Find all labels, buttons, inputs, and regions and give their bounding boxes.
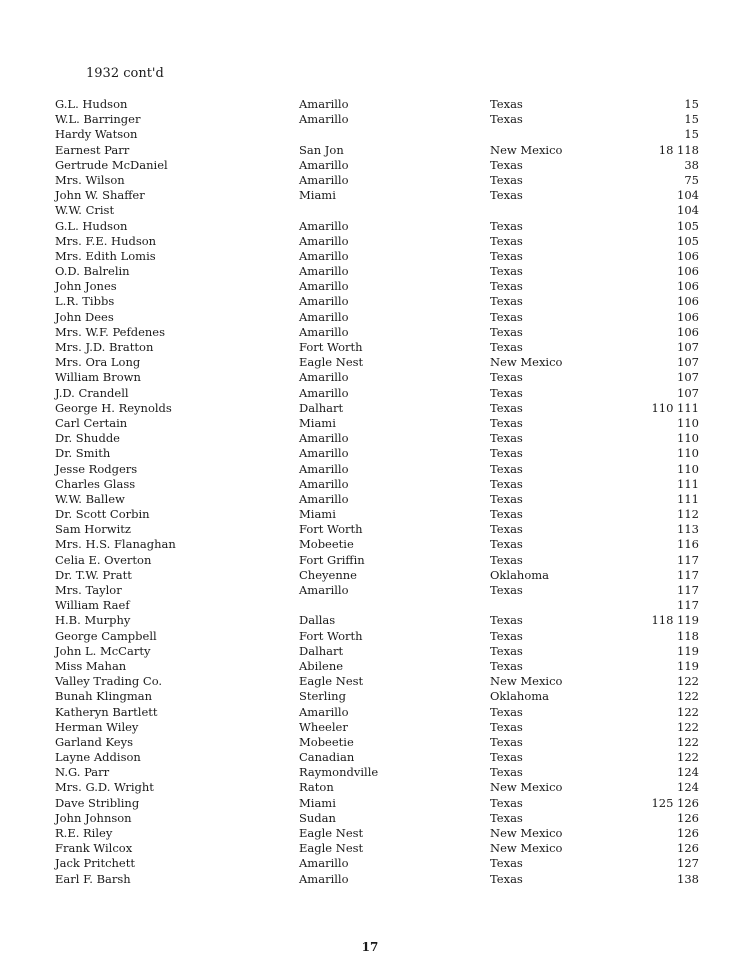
entry-pages: 104 (677, 188, 699, 203)
entry-city: Sterling (299, 689, 346, 704)
entry-pages: 106 (677, 248, 699, 263)
list-item (0, 188, 740, 203)
entry-pages: 106 (677, 309, 699, 324)
entry-pages: 111 (677, 476, 699, 491)
entry-pages: 113 (677, 522, 699, 537)
entry-city: Raymondville (299, 765, 379, 780)
list-item (0, 765, 740, 780)
entry-city: Eagle Nest (299, 841, 364, 856)
entry-pages: 122 (677, 719, 699, 734)
entry-city: Amarillo (299, 704, 349, 719)
list-item (0, 355, 740, 370)
entry-city: Miami (299, 415, 336, 430)
entry-city: Amarillo (299, 385, 349, 400)
entry-state: Texas (490, 765, 523, 780)
entry-name: Mrs. W.F. Pefdenes (55, 324, 166, 339)
entry-name: O.D. Balrelin (55, 264, 130, 279)
entry-name: Earnest Parr (55, 142, 130, 157)
entry-city: Eagle Nest (299, 674, 364, 689)
entry-name: L.R. Tibbs (55, 294, 115, 309)
list-item (0, 872, 740, 887)
entry-city: Amarillo (299, 370, 349, 385)
entry-pages: 107 (677, 370, 699, 385)
entry-city: Mobeetie (299, 537, 354, 552)
entry-state: Texas (490, 491, 523, 506)
entry-city: Amarillo (299, 446, 349, 461)
entry-state: Texas (490, 537, 523, 552)
entry-pages: 122 (677, 689, 699, 704)
list-item (0, 856, 740, 871)
entry-city: Raton (299, 780, 334, 795)
list-item (0, 112, 740, 127)
entry-state: Texas (490, 750, 523, 765)
entry-name: Bunah Klingman (55, 689, 153, 704)
list-item (0, 97, 740, 112)
entry-pages: 110 (677, 431, 699, 446)
entry-city: Amarillo (299, 157, 349, 172)
entry-pages: 112 (677, 507, 699, 522)
entry-pages: 107 (677, 355, 699, 370)
entry-state: Texas (490, 309, 523, 324)
entry-city: Abilene (299, 658, 344, 673)
entry-state: New Mexico (490, 674, 563, 689)
entry-pages: 106 (677, 294, 699, 309)
entry-name: G.L. Hudson (55, 97, 128, 111)
entry-state: Texas (490, 264, 523, 279)
list-item (0, 431, 740, 446)
entry-city: Amarillo (299, 248, 349, 263)
entry-name: Mrs. Wilson (55, 172, 125, 187)
entry-pages: 125 126 (651, 795, 699, 810)
entry-name: Jesse Rodgers (55, 461, 138, 476)
entry-state: New Mexico (490, 355, 563, 370)
entry-name: William Raef (55, 598, 130, 613)
entry-state: Texas (490, 643, 523, 658)
entry-pages: 118 119 (651, 613, 699, 628)
entry-city: Amarillo (299, 491, 349, 506)
entry-state: Texas (490, 340, 523, 354)
list-item (0, 370, 740, 385)
entry-city: Eagle Nest (299, 826, 364, 840)
entry-pages: 118 (677, 628, 699, 643)
entry-name: Katheryn Bartlett (55, 704, 158, 719)
entry-name: N.G. Parr (55, 765, 110, 780)
entry-pages: 15 (684, 97, 699, 111)
entry-pages: 127 (677, 856, 699, 871)
entry-pages: 110 (677, 461, 699, 476)
entry-city: Amarillo (299, 172, 349, 187)
entry-state: Texas (490, 446, 523, 461)
entry-city: Dallas (299, 613, 336, 628)
entry-state: Texas (490, 400, 523, 415)
entry-name: John L. McCarty (55, 643, 151, 658)
list-item (0, 234, 740, 249)
entry-name: H.B. Murphy (55, 613, 131, 628)
entry-name: George Campbell (55, 628, 157, 643)
list-item (0, 462, 740, 477)
entry-city: San Jon (299, 142, 344, 157)
entry-pages: 106 (677, 324, 699, 339)
entry-state: New Mexico (490, 780, 563, 795)
list-item (0, 841, 740, 856)
entry-pages: 106 (677, 264, 699, 279)
list-item (0, 279, 740, 294)
entry-city: Amarillo (299, 309, 349, 324)
entry-name: Dr. T.W. Pratt (55, 567, 132, 582)
entry-pages: 124 (677, 780, 699, 795)
entry-state: New Mexico (490, 142, 563, 157)
entry-state: Texas (490, 279, 523, 294)
list-item (0, 507, 740, 522)
entry-state: Texas (490, 628, 523, 643)
entry-city: Amarillo (299, 856, 349, 871)
entry-state: Texas (490, 795, 523, 810)
entry-pages: 126 (677, 841, 699, 856)
entry-name: Gertrude McDaniel (55, 157, 168, 172)
entry-city: Miami (299, 188, 336, 203)
entry-state: Texas (490, 871, 523, 886)
entry-name: Mrs. G.D. Wright (55, 780, 154, 795)
list-item (0, 537, 740, 552)
entry-name: John Jones (55, 279, 117, 294)
entry-name: Dave Stribling (55, 795, 140, 810)
entry-state: Texas (490, 157, 523, 172)
entry-state: Texas (490, 704, 523, 719)
entry-name: Earl F. Barsh (55, 871, 131, 886)
list-item (0, 522, 740, 537)
list-item (0, 294, 740, 309)
entry-city: Dalhart (299, 400, 344, 415)
list-item (0, 325, 740, 340)
entry-city: Amarillo (299, 264, 349, 279)
entry-pages: 122 (677, 674, 699, 689)
list-item (0, 386, 740, 401)
entry-state: Texas (490, 658, 523, 673)
entry-pages: 15 (684, 112, 699, 127)
entry-name: G.L. Hudson (55, 218, 128, 233)
entry-pages: 124 (677, 765, 699, 780)
entry-name: Frank Wilcox (55, 841, 133, 856)
entry-pages: 117 (677, 598, 699, 613)
list-item (0, 644, 740, 659)
entry-pages: 110 111 (651, 400, 699, 415)
entry-pages: 105 (677, 218, 699, 233)
list-item (0, 249, 740, 264)
entry-name: Charles Glass (55, 476, 136, 491)
entry-city: Fort Worth (299, 628, 363, 643)
entry-state: Texas (490, 324, 523, 339)
list-item (0, 720, 740, 735)
entry-name: Herman Wiley (55, 719, 139, 734)
entry-list (0, 97, 740, 887)
entry-name: Dr. Scott Corbin (55, 507, 150, 522)
entry-pages: 117 (677, 583, 699, 597)
entry-pages: 126 (677, 810, 699, 825)
entry-state: Texas (490, 719, 523, 734)
list-item (0, 219, 740, 234)
list-item (0, 310, 740, 325)
entry-city: Fort Worth (299, 522, 363, 537)
list-item (0, 127, 740, 142)
list-item (0, 416, 740, 431)
entry-name: Mrs. Edith Lomis (55, 248, 156, 263)
entry-city: Amarillo (299, 97, 349, 111)
entry-name: Mrs. F.E. Hudson (55, 233, 157, 248)
entry-city: Miami (299, 795, 336, 810)
entry-city: Amarillo (299, 218, 349, 233)
list-item (0, 705, 740, 720)
entry-state: Texas (490, 552, 523, 567)
entry-city: Fort Worth (299, 340, 363, 354)
entry-pages: 15 (684, 127, 699, 142)
entry-state: Texas (490, 218, 523, 233)
entry-state: New Mexico (490, 826, 563, 840)
entry-pages: 107 (677, 385, 699, 400)
list-item (0, 492, 740, 507)
entry-state: Texas (490, 370, 523, 385)
entry-name: John Dees (55, 309, 114, 324)
list-item (0, 689, 740, 704)
list-item (0, 264, 740, 279)
entry-city: Amarillo (299, 476, 349, 491)
entry-name: J.D. Crandell (55, 385, 129, 400)
entry-pages: 126 (677, 826, 699, 840)
entry-name: Valley Trading Co. (55, 674, 163, 689)
entry-name: John Johnson (55, 810, 132, 825)
entry-state: Texas (490, 507, 523, 522)
entry-state: Texas (490, 248, 523, 263)
entry-name: Dr. Smith (55, 446, 111, 461)
list-item (0, 553, 740, 568)
entry-pages: 119 (677, 643, 699, 658)
entry-pages: 122 (677, 734, 699, 749)
entry-pages: 75 (684, 172, 699, 187)
entry-state: Texas (490, 172, 523, 187)
entry-name: W.W. Crist (55, 203, 115, 218)
entry-state: Texas (490, 810, 523, 825)
entry-city: Sudan (299, 810, 336, 825)
entry-state: Texas (490, 233, 523, 248)
entry-state: Oklahoma (490, 567, 550, 582)
entry-pages: 38 (684, 157, 699, 172)
entry-pages: 138 (677, 871, 699, 886)
entry-city: Amarillo (299, 461, 349, 476)
list-item (0, 780, 740, 795)
section-heading: 1932 cont'd (86, 66, 164, 81)
entry-pages: 104 (677, 203, 699, 218)
entry-state: Oklahoma (490, 689, 550, 704)
entry-name: Dr. Shudde (55, 431, 120, 446)
list-item (0, 629, 740, 644)
entry-pages: 117 (677, 567, 699, 582)
entry-pages: 122 (677, 704, 699, 719)
entry-name: George H. Reynolds (55, 400, 172, 415)
entry-name: Sam Horwitz (55, 522, 131, 537)
list-item (0, 811, 740, 826)
entry-city: Wheeler (299, 719, 348, 734)
list-item (0, 143, 740, 158)
entry-city: Amarillo (299, 583, 349, 597)
list-item (0, 173, 740, 188)
entry-state: Texas (490, 734, 523, 749)
entry-state: Texas (490, 97, 523, 111)
entry-pages: 122 (677, 750, 699, 765)
entry-pages: 116 (677, 537, 699, 552)
list-item (0, 659, 740, 674)
entry-name: W.W. Ballew (55, 491, 125, 506)
entry-name: Hardy Watson (55, 127, 138, 142)
entry-city: Amarillo (299, 112, 349, 127)
list-item (0, 796, 740, 811)
entry-city: Amarillo (299, 294, 349, 309)
entry-pages: 18 118 (658, 142, 699, 157)
entry-pages: 105 (677, 233, 699, 248)
list-item (0, 340, 740, 355)
entry-name: John W. Shaffer (55, 188, 145, 203)
entry-pages: 119 (677, 658, 699, 673)
entry-name: R.E. Riley (55, 826, 113, 840)
list-item (0, 446, 740, 461)
list-item (0, 735, 740, 750)
entry-state: Texas (490, 294, 523, 309)
entry-state: Texas (490, 431, 523, 446)
entry-name: Jack Pritchett (55, 856, 135, 871)
list-item (0, 568, 740, 583)
entry-state: Texas (490, 385, 523, 400)
entry-pages: 110 (677, 446, 699, 461)
entry-name: Mrs. J.D. Bratton (55, 340, 154, 354)
entry-state: Texas (490, 188, 523, 203)
entry-city: Eagle Nest (299, 355, 364, 370)
list-item (0, 613, 740, 628)
list-item (0, 203, 740, 218)
entry-state: Texas (490, 461, 523, 476)
entry-pages: 111 (677, 491, 699, 506)
entry-state: Texas (490, 583, 523, 597)
entry-city: Amarillo (299, 233, 349, 248)
entry-state: Texas (490, 613, 523, 628)
list-item (0, 158, 740, 173)
entry-pages: 106 (677, 279, 699, 294)
entry-name: Mrs. Taylor (55, 583, 122, 597)
list-item (0, 477, 740, 492)
entry-name: Layne Addison (55, 750, 141, 765)
entry-city: Mobeetie (299, 734, 354, 749)
entry-city: Miami (299, 507, 336, 522)
page-number: 17 (361, 940, 379, 954)
list-item (0, 598, 740, 613)
entry-pages: 107 (677, 340, 699, 354)
entry-city: Fort Griffin (299, 552, 365, 567)
entry-state: Texas (490, 112, 523, 127)
entry-name: W.L. Barringer (55, 112, 141, 127)
entry-city: Cheyenne (299, 567, 357, 582)
entry-name: Garland Keys (55, 734, 133, 749)
list-item (0, 750, 740, 765)
entry-city: Amarillo (299, 324, 349, 339)
entry-city: Amarillo (299, 431, 349, 446)
entry-state: New Mexico (490, 841, 563, 856)
entry-name: Celia E. Overton (55, 552, 152, 567)
entry-name: Mrs. H.S. Flanaghan (55, 537, 176, 552)
entry-pages: 117 (677, 552, 699, 567)
entry-pages: 110 (677, 415, 699, 430)
entry-city: Amarillo (299, 871, 349, 886)
list-item (0, 674, 740, 689)
entry-city: Amarillo (299, 279, 349, 294)
entry-name: Carl Certain (55, 415, 128, 430)
entry-city: Canadian (299, 750, 355, 765)
entry-name: Miss Mahan (55, 658, 127, 673)
entry-state: Texas (490, 415, 523, 430)
list-item (0, 826, 740, 841)
entry-state: Texas (490, 856, 523, 871)
entry-state: Texas (490, 522, 523, 537)
entry-name: Mrs. Ora Long (55, 355, 141, 370)
list-item (0, 583, 740, 598)
list-item (0, 401, 740, 416)
entry-name: William Brown (55, 370, 141, 385)
entry-city: Dalhart (299, 643, 344, 658)
entry-state: Texas (490, 476, 523, 491)
